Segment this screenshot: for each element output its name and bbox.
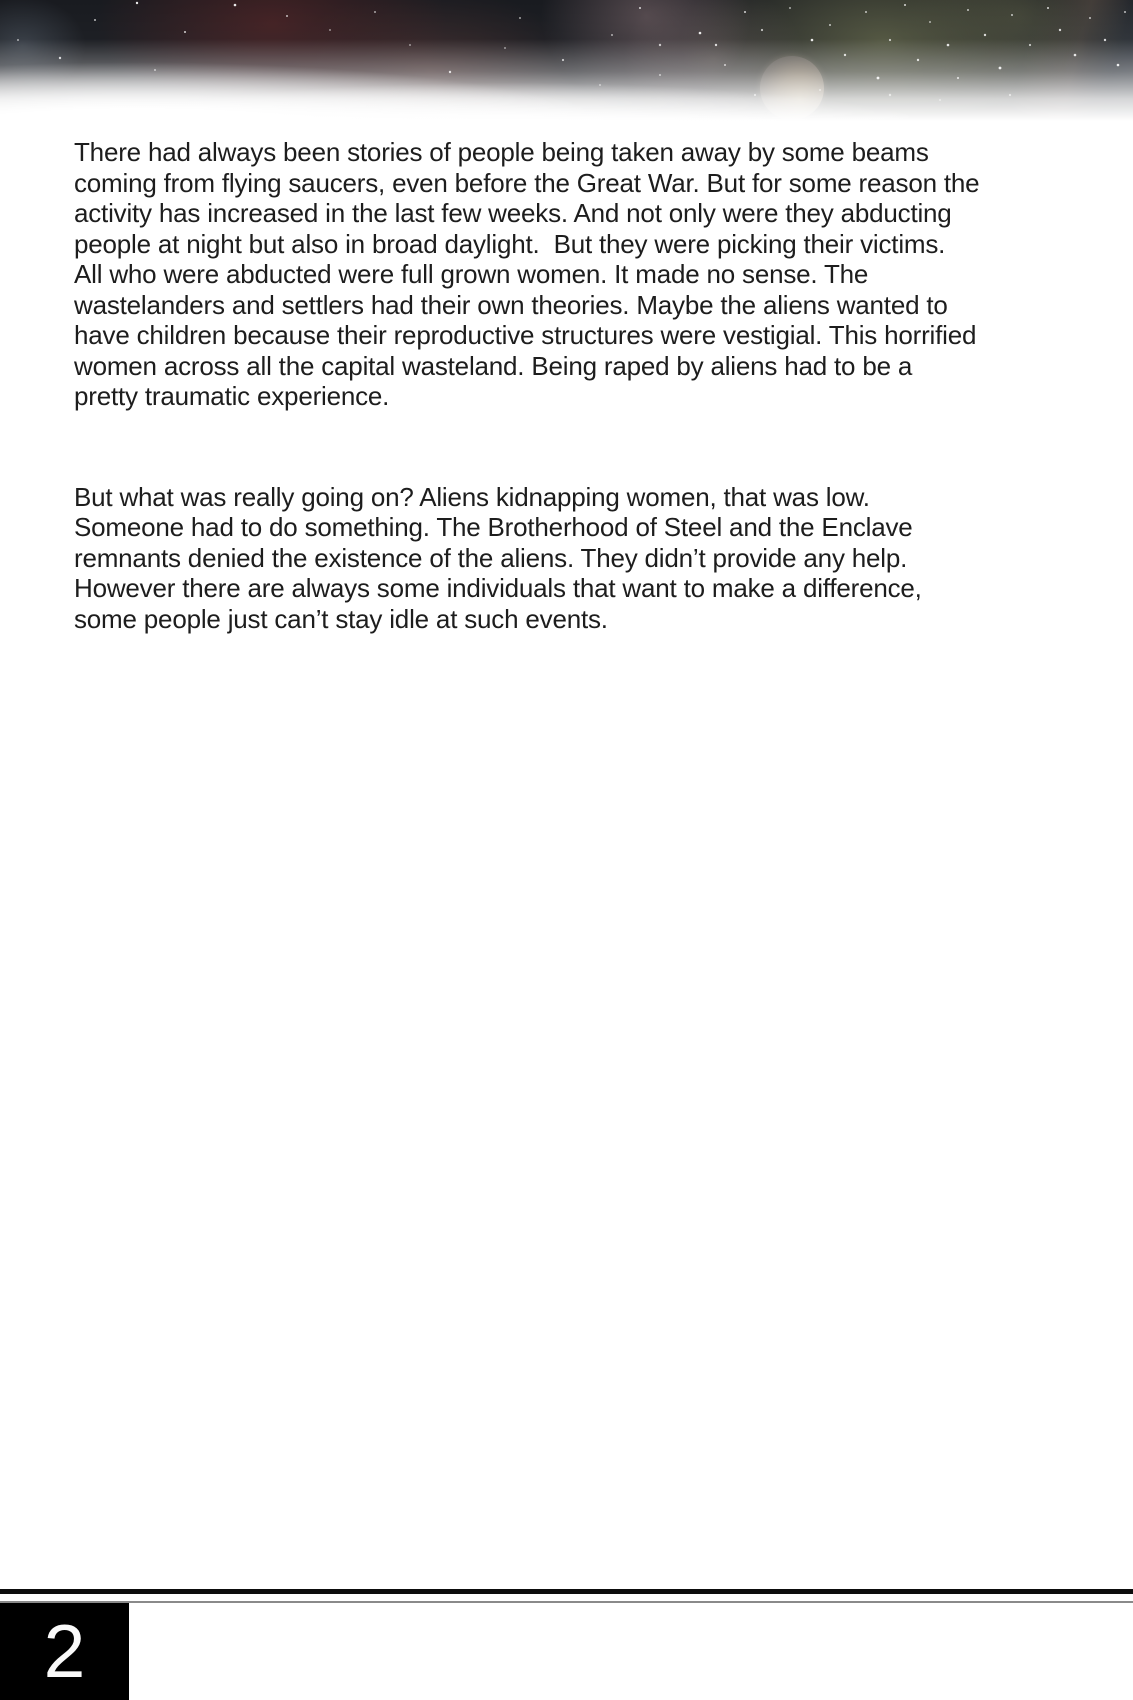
paragraph-line: All who were abducted were full grown women. It made no sense. The — [74, 259, 869, 289]
paragraph-line: coming from flying saucers, even before the Great War. But for some reason the — [74, 167, 980, 198]
paragraph-line: women across all the capital wasteland. Being raped by aliens had to be a — [74, 350, 913, 381]
footer-divider-thick — [0, 1589, 1133, 1594]
paragraph-line: some people just can’t stay idle at such events. — [74, 603, 608, 634]
paragraph-line: remnants denied the existence of the aliens. They didn’t provide any help. — [74, 542, 908, 573]
footer-divider-thin — [0, 1601, 1133, 1603]
paragraph-line: people at night but also in broad daylight. But they were picking their victims. — [74, 228, 946, 259]
paragraph-line: But what was really going on? Aliens kidnapping women, that was low. — [74, 481, 870, 512]
space-header-image — [0, 0, 1133, 130]
page-number: 2 — [43, 1609, 86, 1693]
paragraph-line: activity has increased in the last few weeks. And not only were they abducting — [74, 198, 952, 228]
paragraph-line: pretty traumatic experience. — [74, 381, 390, 411]
paragraph-line: wastelanders and settlers had their own theories. Maybe the aliens wanted to — [74, 289, 948, 320]
paragraph-line: have children because their reproductive structures were vestigial. This horrified — [74, 320, 977, 350]
paragraph-line: However there are always some individuals that want to make a difference, — [74, 573, 922, 603]
story-paragraph — [74, 482, 1074, 635]
white-fade-overlay — [0, 0, 1133, 130]
paragraph-line: There had always been stories of people being taken away by some beams — [74, 137, 929, 167]
story-text — [74, 137, 1074, 634]
paragraph-line: Someone had to do something. The Brotherhood of Steel and the Enclave — [74, 512, 913, 542]
story-paragraph — [74, 137, 1074, 412]
page-number-box — [0, 1603, 129, 1700]
